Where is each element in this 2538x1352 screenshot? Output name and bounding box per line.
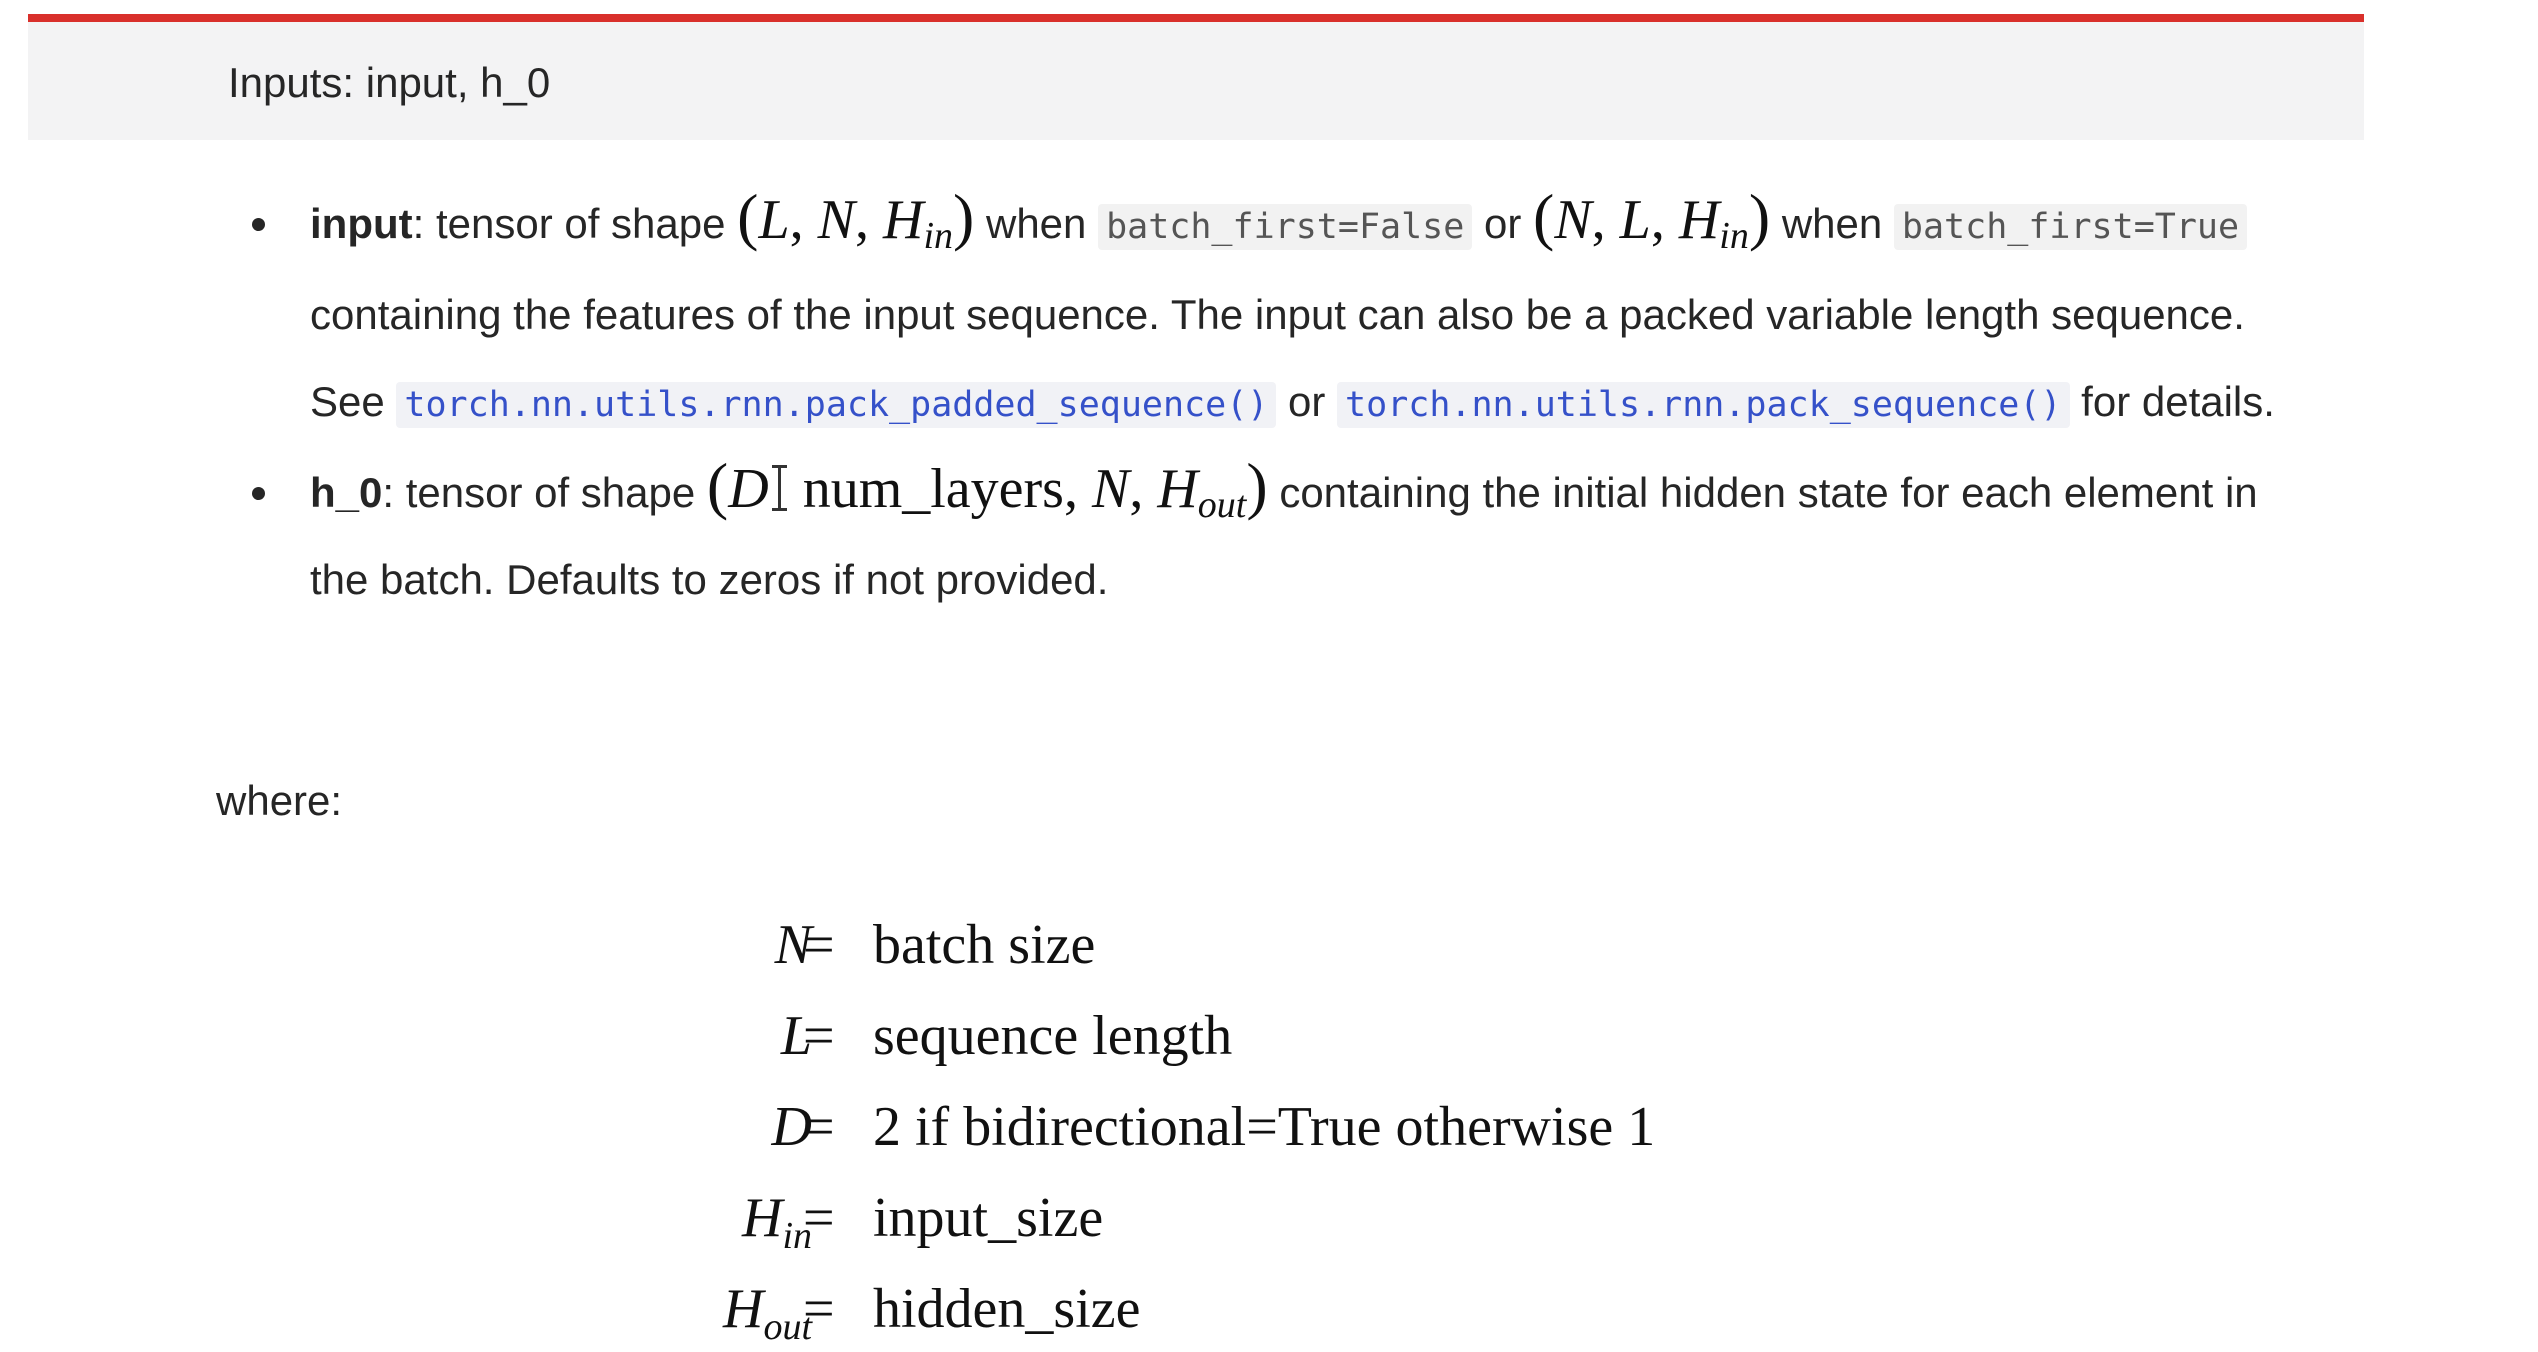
batch-first-false-code: batch_first=False (1098, 204, 1472, 250)
equation-input-size: $H_{in}$ = input_size (741, 1187, 1104, 1257)
equation-hidden-size: $H_{out}$ = hidden_size (722, 1278, 1141, 1348)
h0-param-term: h_0 (310, 469, 383, 516)
h0-param-item (252, 449, 2302, 623)
inputs-header-title: Inputs: input, h_0 (228, 59, 551, 106)
pack-sequence-link[interactable]: torch.nn.utils.rnn.pack_sequence() (1337, 382, 2069, 428)
input-shape-batch-second: (L, N, $H_{in}$) (737, 181, 975, 257)
h0-text-1: : tensor of shape (382, 469, 707, 516)
text-cursor-icon (769, 463, 789, 513)
input-text-3: or (1472, 200, 1533, 247)
equation-sequence-length: L = sequence length (780, 1005, 1233, 1067)
input-text-7: for details. (2069, 378, 2275, 425)
input-text-6: or (1276, 378, 1338, 425)
bullet-dot-icon (252, 218, 265, 231)
h0-shape: (D num_layers, N, $H_{out}$) (706, 450, 1268, 526)
input-shape-batch-first: (N, L, $H_{in}$) (1533, 181, 1771, 257)
h0-text-2: containing the initial hidden state for each element in the batch. Defaults to zeros if not provided. (310, 469, 2258, 603)
pack-padded-sequence-link[interactable]: torch.nn.utils.rnn.pack_padded_sequence() (396, 382, 1276, 428)
batch-first-true-code: batch_first=True (1894, 204, 2247, 250)
input-param-term: input (310, 200, 413, 247)
equation-directions: D = 2 if bidirectional=True otherwise 1 (771, 1096, 1656, 1158)
where-equations (620, 900, 1920, 1352)
bullet-dot-icon (252, 487, 265, 500)
input-text-1: : tensor of shape (412, 200, 738, 247)
input-text-4: when (1770, 200, 1894, 247)
where-label: where: (216, 777, 343, 824)
equation-batch-size: N = batch size (774, 914, 1096, 976)
input-text-5: containing the features of the input sequence. The input can also be a packed variable length sequence. See (310, 291, 2245, 425)
inputs-list (252, 180, 2302, 623)
input-param-item (252, 180, 2302, 449)
input-text-2: when (974, 200, 1099, 247)
header-accent-rule (28, 14, 2364, 22)
